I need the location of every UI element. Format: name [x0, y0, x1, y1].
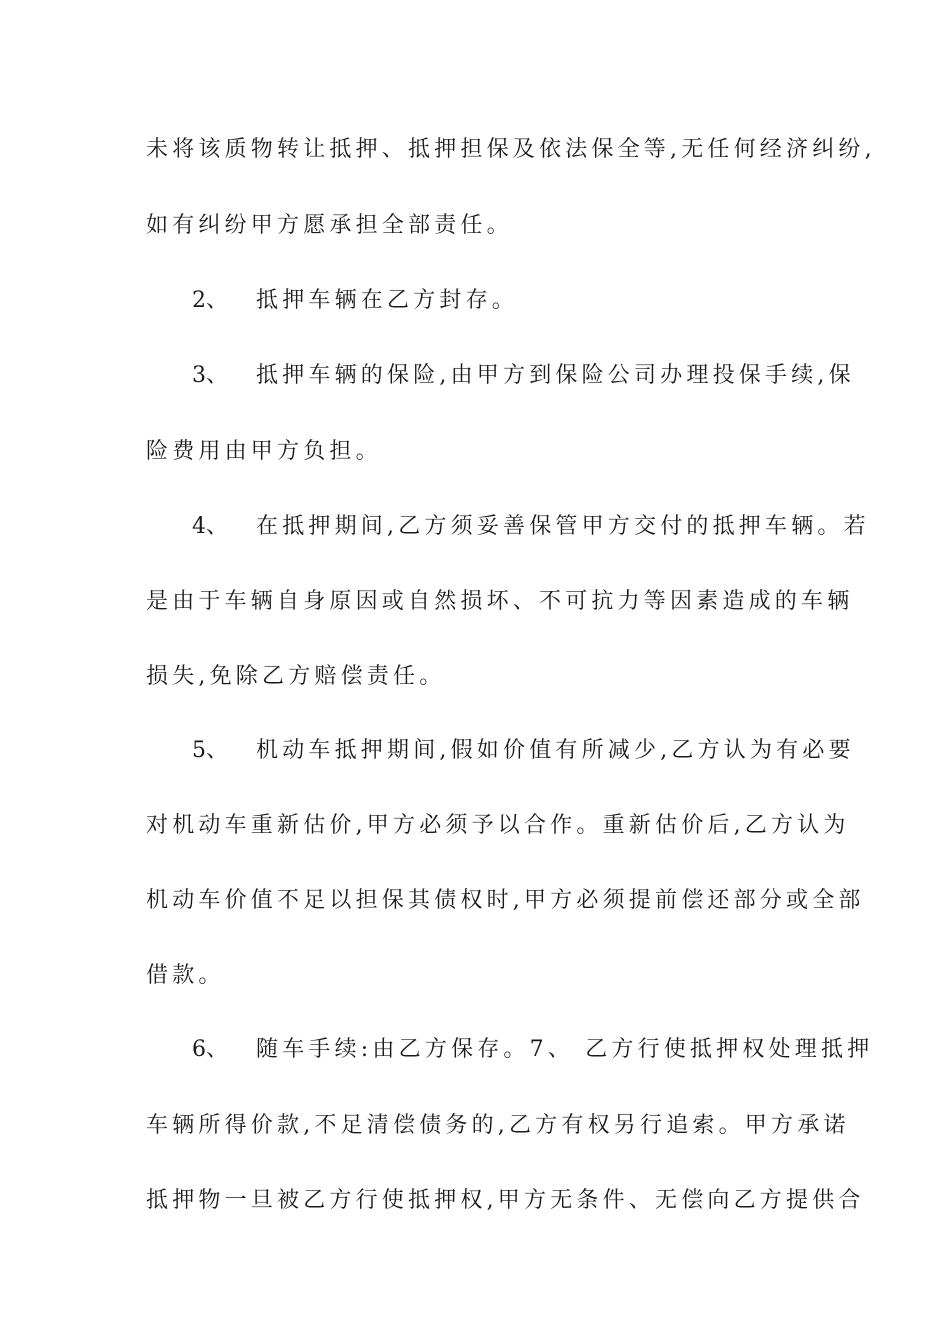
- text-line: 借款。: [146, 963, 225, 988]
- text-line: 如有纠纷甲方愿承担全部责任。: [146, 213, 513, 238]
- item-number: 5、: [192, 738, 228, 763]
- text-line: 6、 随车手续:由乙方保存。7、 乙方行使抵押权处理抵押: [192, 1037, 874, 1062]
- text-line: 险费用由甲方负担。: [146, 439, 382, 464]
- text-line: 机动车价值不足以担保其债权时,甲方必须提前偿还部分或全部: [146, 888, 865, 913]
- text-line: 5、 机动车抵押期间,假如价值有所减少,乙方认为有必要: [192, 738, 855, 763]
- text-line: 车辆所得价款,不足清偿债务的,乙方有权另行追索。甲方承诺: [146, 1113, 850, 1138]
- text-line: 对机动车重新估价,甲方必须予以合作。重新估价后,乙方认为: [146, 813, 850, 838]
- text-line: 抵押物一旦被乙方行使抵押权,甲方无条件、无偿向乙方提供合: [146, 1188, 865, 1213]
- text-line: 是由于车辆自身原因或自然损坏、不可抗力等因素造成的车辆: [146, 589, 854, 614]
- item-number: 4、: [192, 514, 228, 539]
- item-number: 2、: [192, 288, 228, 313]
- text-line: 4、 在抵押期间,乙方须妥善保管甲方交付的抵押车辆。若: [192, 514, 870, 539]
- item-number: 6、: [192, 1037, 228, 1062]
- text-line: 2、 抵押车辆在乙方封存。: [192, 288, 519, 313]
- text-line: 损失,免除乙方赔偿责任。: [146, 664, 446, 689]
- text-line: 3、 抵押车辆的保险,由甲方到保险公司办理投保手续,保: [192, 363, 855, 388]
- item-number: 3、: [192, 363, 228, 388]
- text-line: 未将该质物转让抵押、抵押担保及依法保全等,无任何经济纠纷,: [146, 137, 876, 162]
